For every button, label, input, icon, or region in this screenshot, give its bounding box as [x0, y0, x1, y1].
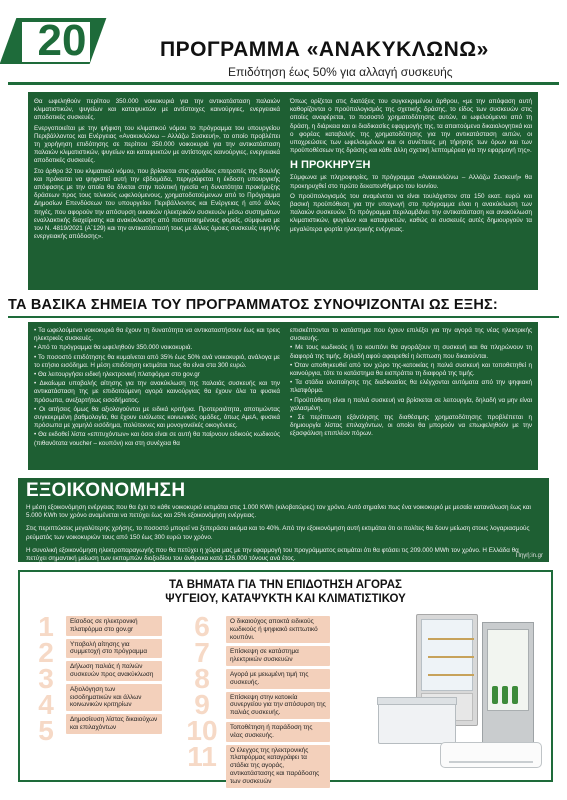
- step-numbers-left: [24, 611, 68, 774]
- step-box: Δήλωση παλιάς ή παλιών συσκευών προς ανακύκλωση: [66, 661, 162, 681]
- air-conditioner-vent: [449, 761, 533, 763]
- steps-column-right: [226, 616, 330, 791]
- fridge-shelf: [428, 674, 474, 676]
- key-point: • Θα λειτουργήσει ειδική ηλεκτρονική πλατφόρμα στο gov.gr: [34, 371, 200, 379]
- step-number: 3: [38, 663, 54, 694]
- key-point: • Οι αιτήσεις όμως θα αξιολογούνται με ειδικά κριτήρια. Προτεραιότητα, αποτιμώντας συγκεκριμένη βαθμολογία, θα έχουν ευάλωτες κοινωνικές ομάδες, όπως ΑμεΑ, φυσικά πρόσωπα με χαμηλό εισόδημα, πολύτεκνες και μονογονεϊκές οικογένειες.: [34, 405, 280, 430]
- page-number: 20: [37, 16, 87, 65]
- step-box: Αξιολόγηση των εισοδηματικών και άλλων κοινωνικών κριτηρίων: [66, 684, 162, 711]
- intro-paragraph: Ο προϋπολογισμός του αναμένεται να είναι τουλάχιστον στα 150 εκατ. ευρώ και βασική προϋπόθεση για την υπαγωγή στο πρόγραμμα είναι η ανακύκλωση των παλαιών συσκευών. Το πρόγραμμα περιλαμβάνει την αντικατάσταση και ανακύκλωση κλιματιστικών, ψυγείων και καταψυκτών, καθώς οι συσκευές αυτές δημιουργούν τα μεγαλύτερα φορτία ηλεκτρικής ενέργειας.: [290, 192, 532, 233]
- savings-paragraph: Η συνολική εξοικονόμηση ηλεκτροπαραγωγής που θα πετύχει η χώρα μας με την εφαρμογή του προγράμματος εκτιμάται ότι θα φτάσει τις 209.000 MWh τον χρόνο. Η Ελλάδα θα πετύχει σημαντική μείωση των εκπομπών διοξειδίου του άνθρακα κατά 126.000 τόνους ανά έτος.: [26, 546, 519, 563]
- key-point: • Όταν αποθηκευθεί από τον χώρο της-κατοικίας η παλιά συσκευή και τοποθετηθεί η καινούργια, τότε το κατάστημα θα εισπράττει τη διαφορά της τιμής.: [290, 361, 532, 378]
- key-points-divider: [8, 316, 559, 318]
- steps-heading-line: ΤΑ ΒΗΜΑΤΑ ΓΙΑ ΤΗΝ ΕΠΙΔΟΤΗΣΗ ΑΓΟΡΑΣ: [169, 579, 402, 591]
- fridge-shelf: [428, 638, 474, 640]
- step-box: Είσοδος σε ηλεκτρονική πλατφόρμα στο gov.gr: [66, 616, 162, 636]
- intro-paragraph: Στο άρθρο 32 του κλιματικού νόμου, που βρίσκεται στις αρμόδιες επιτροπές της Βουλής και πρόκειται να ψηφιστεί αυτή την εβδομάδα, περιγράφεται η έκδοση υπουργικής απόφασης με την οποία θα δίνεται στην πολιτική ηγεσία «η δυνατότητα προκήρυξης δράσεων προς τους τελικούς ωφελούμενους, χρηματοδοτούμενων από το Πρόγραμμα Δημοσίων Επενδύσεων του υπουργείου Περιβάλλοντος και Ενέργειας ή από άλλες πηγές, που αφορούν την απόσυρση οικιακών ηλεκτρικών συσκευών μέσω συστημάτων εναλλακτικής διαχείρισης και ανακύκλωσης από πιστοποιημένους φορείς, σύμφωνα με τον Ν. 4819/2021 (Α΄129) και την αντικατάστασή τους με άλλες όμοιες συσκευές υψηλής ενεργειακής απόδοσης».: [34, 167, 280, 241]
- savings-heading: ΕΞΟΙΚΟΝΟΜΗΣΗ: [26, 480, 186, 501]
- intro-paragraph: Θα ωφεληθούν περίπου 350.000 νοικοκυριά για την αντικατάσταση παλαιών κλιματιστικών, ψυγείων και καταψυκτών με αντίστοιχες καινούργιες, ενεργειακά αποδοτικές συσκευές.: [34, 98, 280, 122]
- key-point: • Τα ωφελούμενα νοικοκυριά θα έχουν τη δυνατότητα να αντικαταστήσουν έως και τρεις ηλεκτρικές συσκευές.: [34, 327, 280, 343]
- key-point: • Σε περίπτωση εξάντλησης της διαθέσιμης χρηματοδότησης προβλέπεται η δημιουργία λίστας επιλαχόντων, οι οποίοι θα μπορούν να επωφεληθούν με την εξασφάλιση επιπλέον πόρων.: [290, 414, 532, 438]
- step-number: 5: [38, 715, 54, 746]
- announcement-heading: Η ΠΡΟΚΗΡΥΞΗ: [290, 159, 371, 172]
- intro-paragraph: Σύμφωνα με πληροφορίες, το πρόγραμμα «Ανακυκλώνω – Αλλάζω Συσκευή» θα προκηρυχθεί στο πρώτο δεκαπενθήμερο του Ιουνίου.: [290, 174, 532, 190]
- step-box: Ο δικαιούχος αποκτά ειδικούς κωδικούς ή ψηφιακό εκπτωτικό κουπόνι.: [226, 616, 330, 643]
- step-box: Επίσκεψη στην κατοικία συνεργείου για την απόσυρση της παλιάς συσκευής.: [226, 692, 330, 719]
- bottle-icon: [512, 686, 518, 704]
- article-subtitle: Επιδότηση έως 50% για αλλαγή συσκευής: [228, 65, 453, 79]
- bottle-icon: [502, 686, 508, 704]
- air-conditioner-illustration: [440, 742, 542, 768]
- key-point: • Τα στάδια υλοποίησης της διαδικασίας θα ελέγχονται αυτόματα από την ψηφιακή πλατφόρμα.: [290, 379, 532, 395]
- key-points-column-left: [34, 327, 280, 449]
- steps-infographic: [18, 570, 553, 785]
- header-divider: [8, 82, 559, 85]
- steps-column-left: [66, 616, 162, 737]
- fridge-door: [421, 619, 473, 691]
- step-box: Υποβολή αίτησης για συμμετοχή στο πρόγραμμα: [66, 639, 162, 659]
- source-credit: Πηγή:in.gr: [515, 553, 543, 559]
- intro-column-right: [290, 98, 532, 236]
- savings-paragraph: Στις περιπτώσεις μεγαλύτερης χρήσης, το ποσοστό μπορεί να ξεπεράσει ακόμα και το 40%. Από την εξοικονόμηση αυτή εκτιμάται ότι οι πολίτες θα δουν μείωση στους λογαριασμούς ρεύματός των νοικοκυριών τους από 150 έως 300 ευρώ τον χρόνο.: [26, 525, 530, 541]
- intro-paragraph: Όπως ορίζεται στις διατάξεις του συγκεκριμένου άρθρου, «με την απόφαση αυτή καθορίζονται ο προϋπολογισμός της σχετικής δράσης, το είδος των συσκευών στις οποίες αναφέρεται, το ποσοστό χρηματοδότησης αυτών, οι ωφελούμενοι από τη δράση, η διάρκεια και οι διαδικασίες εφαρμογής της, τα απαιτούμενα δικαιολογητικά και ο φορέας καταβολής της χρηματοδότησης για την αντικατάσταση αυτών, οι υποχρεώσεις των ωφελουμένων και οι συνέπειες μη τήρησης των όρων και των προϋποθέσεων της δράσης και κάθε άλλη σχετική λεπτομέρεια για την εφαρμογή της».: [290, 98, 532, 155]
- step-box: Δημοσίευση λίστας δικαιούχων και επιλαχόντων: [66, 714, 162, 734]
- display-fridge-window: [487, 629, 529, 711]
- step-number: 11: [187, 741, 217, 772]
- key-points-section: [28, 322, 538, 470]
- step-number: 9: [194, 689, 210, 720]
- steps-heading-line: ΨΥΓΕΙΟΥ, ΚΑΤΑΨΥΚΤΗ ΚΑΙ ΚΛΙΜΑΤΙΣΤΙΚΟΥ: [165, 593, 406, 605]
- bottle-icon: [492, 686, 498, 704]
- step-number: 10: [186, 715, 218, 746]
- key-point: • Από το πρόγραμμα θα ωφεληθούν 350.000 νοικοκυριά.: [34, 344, 193, 352]
- key-points-column-right: [290, 327, 532, 440]
- fridge-shelf: [428, 656, 474, 658]
- savings-text: [26, 504, 541, 568]
- step-number: 2: [38, 637, 54, 668]
- step-box: Επίσκεψη σε κατάστημα ηλεκτρικών συσκευών: [226, 646, 330, 666]
- step-number: 7: [194, 637, 210, 668]
- intro-column-left: [34, 98, 280, 243]
- step-number: 1: [38, 611, 54, 642]
- key-point: • Θα εκδοθεί λίστα «επιτυχόντων» και όσοι είναι σε αυτή θα παίρνουν ειδικούς κωδικούς (πιθανότατα voucher – κουπόνι) και στη συνέχεια θα: [34, 431, 280, 447]
- chest-freezer-lid: [377, 697, 457, 705]
- step-box: Ο έλεγχος της ηλεκτρονικής πλατφόρμας καταγράφει τα στάδια της αγοράς, αντικατάστασης και παράδοσης των συσκευών: [226, 745, 330, 788]
- key-point: • Δικαίωμα υποβολής αίτησης για την ανακύκλωση της παλαιάς συσκευής και την αντικατάσταση της με επιδοτούμενη αγορά καινούργιας θα έχουν όλα τα φυσικά πρόσωπα, ανεξαρτήτως εισοδήματος.: [34, 380, 280, 404]
- key-points-heading: ΤΑ ΒΑΣΙΚΑ ΣΗΜΕΙΑ ΤΟΥ ΠΡΟΓΡΑΜΜΑΤΟΣ ΣΥΝΟΨΙΖΟΝΤΑΙ ΩΣ ΕΞΗΣ:: [8, 297, 498, 313]
- article-title: ΠΡΟΓΡΑΜΜΑ «ΑΝΑΚΥΚΛΩΝΩ»: [160, 38, 489, 61]
- key-point: • Με τους κωδικούς ή το κουπόνι θα αγοράζουν τη συσκευή και θα πληρώνουν τη διαφορά της τιμής, δηλαδή αφού αφαιρεθεί η έκπτωση που δικαιούνται.: [290, 344, 532, 360]
- savings-paragraph: Η μέση εξοικονόμηση ενέργειας που θα έχει το κάθε νοικοκυριό εκτιμάται στις 1.000 KWh (κιλοβατώρες) τον χρόνο. Αυτό σημαίνει πως ένα νοικοκυριό με μεσαία κατανάλωση έως και 5.000 KWh τον χρόνο αναμένεται να πετύχει έως και 25% εξοικονόμηση ενέργειας.: [26, 504, 531, 520]
- step-number: 8: [194, 663, 210, 694]
- step-number: 6: [194, 611, 210, 642]
- step-box: Αγορά με μειωμένη τιμή της συσκευής.: [226, 669, 330, 689]
- display-fridge-illustration: [482, 622, 534, 744]
- step-box: Τοποθέτηση ή παράδοση της νέας συσκευής.: [226, 722, 330, 742]
- key-point: • Προϋπόθεση είναι η παλιά συσκευή να βρίσκεται σε λειτουργία, δηλαδή να μην είναι χαλασμένη.: [290, 396, 532, 412]
- key-point: επισκέπτονται το κατάστημα που έχουν επιλέξει για την αγορά της νέας ηλεκτρικής συσκευής.: [290, 327, 532, 343]
- key-point: • Το ποσοστό επιδότησης θα κυμαίνεται από 35% έως 50% ανά νοικοκυριό, ανάλογα με το ετήσιο εισόδημα. Η μέση επιδότηση εκτιμάται πως θα είναι στα 300 ευρώ.: [34, 353, 280, 369]
- intro-section: [28, 92, 538, 290]
- savings-section: [18, 478, 549, 562]
- steps-heading: [20, 578, 551, 606]
- step-numbers-right: [180, 611, 224, 774]
- chest-freezer-illustration: [378, 702, 456, 744]
- step-number: 4: [38, 689, 54, 720]
- intro-paragraph: Ενεργοποιείται με την ψήφιση του κλιματικού νόμου το πρόγραμμα του υπουργείου Περιβάλλοντος και Ενέργειας «Ανακυκλώνω – Αλλάζω Συσκευή», το οποίο προβλέπει τη χορήγηση επιδότησης σε περίπου 350.000 νοικοκυριά για την αντικατάσταση παλαιών κλιματιστικών, ψυγείων και καταψυκτών με αντίστοιχες καινούργιες, ενεργειακά αποδοτικές συσκευές.: [34, 124, 280, 165]
